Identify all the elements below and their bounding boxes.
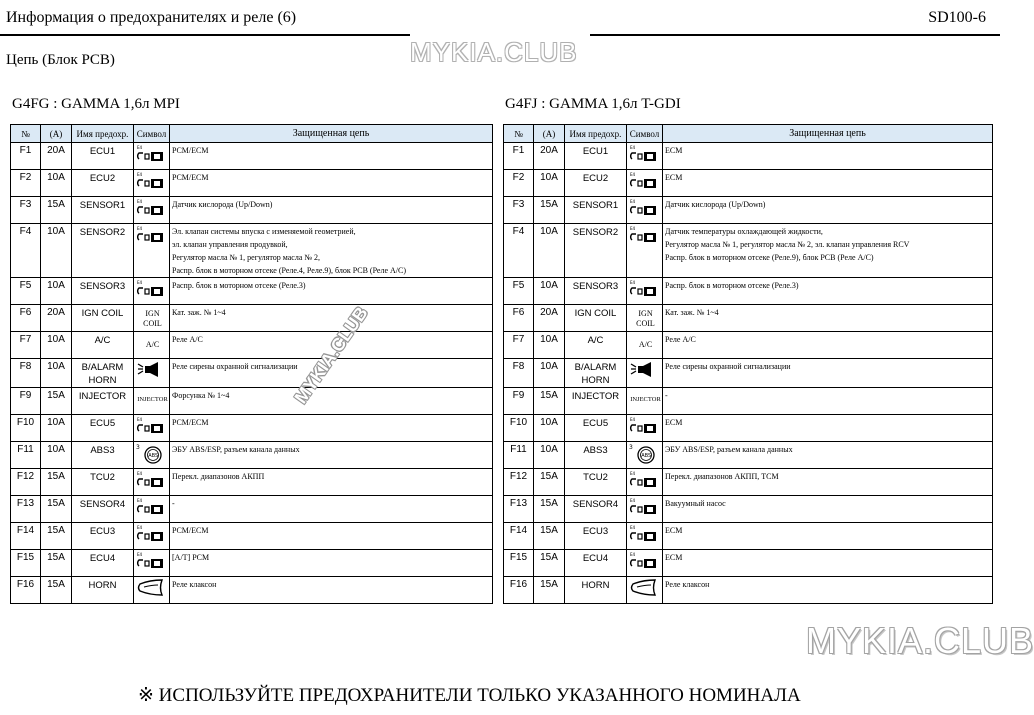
- ecu-icon: [136, 552, 166, 574]
- svg-text:E4: E4: [137, 172, 143, 177]
- fuse-name: SENSOR1: [565, 197, 627, 224]
- table-row: [11, 224, 493, 278]
- protected-circuit: PCM/ECM: [170, 170, 493, 197]
- fuse-amperage: 10A: [534, 359, 565, 388]
- svg-text:E4: E4: [630, 471, 636, 476]
- fuse-name: ECU2: [565, 170, 627, 197]
- fuse-number: F4: [504, 224, 534, 278]
- fuse-symbol: [627, 197, 663, 224]
- fuse-number: F1: [11, 143, 41, 170]
- col-header-no: №: [504, 125, 534, 143]
- protected-circuit: ECM: [663, 143, 993, 170]
- fuse-number: F1: [504, 143, 534, 170]
- symbol-label: INJECTOR: [137, 396, 168, 403]
- protected-circuit: Датчик температуры охлаждающей жидкости, Регулятор масла № 1, регулятор масла № 2, эл. клапан управления RCV Распр. блок в моторном отсеке (Реле.9), блок PCB (Реле A/C): [663, 224, 993, 278]
- fuse-symbol: [627, 278, 663, 305]
- ecu-icon: [136, 145, 166, 167]
- fuse-symbol: [134, 143, 170, 170]
- table-row: [504, 442, 993, 469]
- fuse-number: F12: [504, 469, 534, 496]
- protected-circuit: PCM/ECM: [170, 415, 493, 442]
- protected-circuit: -: [170, 496, 493, 523]
- symbol-label: IGN COIL: [143, 309, 162, 328]
- fuse-symbol: [627, 442, 663, 469]
- table-row: [504, 332, 993, 359]
- protected-circuit: Перекл. диапазонов АКПП: [170, 469, 493, 496]
- table-row: [504, 143, 993, 170]
- fuse-symbol: [627, 359, 663, 388]
- fuse-symbol: [134, 278, 170, 305]
- fuse-name: IGN COIL: [72, 305, 134, 332]
- fuse-symbol: [134, 197, 170, 224]
- fuse-name: ECU5: [565, 415, 627, 442]
- fuse-name: ECU4: [72, 550, 134, 577]
- col-header-name: Имя предохр.: [72, 125, 134, 143]
- ecu-icon: [136, 199, 166, 221]
- protected-circuit: Датчик кислорода (Up/Down): [170, 197, 493, 224]
- fuse-symbol: [134, 442, 170, 469]
- table-row: [504, 496, 993, 523]
- fuse-symbol: [627, 332, 663, 359]
- fuse-name: SENSOR4: [565, 496, 627, 523]
- protected-circuit: Кат. заж. № 1~4: [170, 305, 493, 332]
- fuse-number: F3: [11, 197, 41, 224]
- fuse-number: F5: [504, 278, 534, 305]
- svg-text:3: 3: [136, 444, 140, 451]
- fuse-amperage: 20A: [41, 305, 72, 332]
- fuse-symbol: [627, 305, 663, 332]
- fuse-name: B/ALARM HORN: [72, 359, 134, 388]
- col-header-circuit: Защищенная цепь: [170, 125, 493, 143]
- fuse-number: F16: [504, 577, 534, 604]
- table-row: [11, 143, 493, 170]
- horn-icon: [136, 590, 166, 601]
- fuse-amperage: 15A: [534, 388, 565, 415]
- abs-icon: [136, 444, 166, 468]
- protected-circuit: Перекл. диапазонов АКПП, TCM: [663, 469, 993, 496]
- document-code: SD100-6: [928, 9, 986, 26]
- ecu-icon: [629, 498, 659, 520]
- table-row: [11, 305, 493, 332]
- table-row: [11, 197, 493, 224]
- fuse-number: F4: [11, 224, 41, 278]
- fuse-amperage: 10A: [41, 332, 72, 359]
- col-header-circuit: Защищенная цепь: [663, 125, 993, 143]
- ecu-icon: [629, 525, 659, 547]
- fuse-amperage: 15A: [41, 469, 72, 496]
- col-header-name: Имя предохр.: [565, 125, 627, 143]
- ecu-icon: [136, 280, 166, 302]
- table-row: [504, 170, 993, 197]
- protected-circuit: Реле сирены охранной сигнализации: [663, 359, 993, 388]
- fuse-name: B/ALARM HORN: [565, 359, 627, 388]
- horn-icon: [629, 590, 659, 601]
- fuse-symbol: [627, 388, 663, 415]
- svg-text:E4: E4: [137, 226, 143, 231]
- fuse-name: HORN: [72, 577, 134, 604]
- table-row: [11, 523, 493, 550]
- protected-circuit: ECM: [663, 415, 993, 442]
- fuse-name: INJECTOR: [565, 388, 627, 415]
- fuse-amperage: 15A: [534, 496, 565, 523]
- svg-text:E4: E4: [630, 552, 636, 557]
- fuse-amperage: 10A: [534, 278, 565, 305]
- svg-text:E4: E4: [137, 471, 143, 476]
- fuse-number: F6: [11, 305, 41, 332]
- fuse-symbol: [627, 143, 663, 170]
- svg-text:3: 3: [629, 444, 633, 451]
- fuse-amperage: 15A: [534, 577, 565, 604]
- fuse-number: F9: [504, 388, 534, 415]
- fuse-name: SENSOR3: [72, 278, 134, 305]
- table-row: [504, 224, 993, 278]
- fuse-number: F2: [504, 170, 534, 197]
- fuse-amperage: 15A: [41, 197, 72, 224]
- fuse-amperage: 10A: [41, 170, 72, 197]
- watermark-bottom: MYKIA.CLUB: [806, 620, 1034, 661]
- fuse-number: F16: [11, 577, 41, 604]
- fuse-number: F15: [11, 550, 41, 577]
- fuse-symbol: [134, 388, 170, 415]
- fuse-amperage: 10A: [41, 359, 72, 388]
- symbol-label: IGN COIL: [636, 309, 655, 328]
- fuse-symbol: [134, 415, 170, 442]
- footer-warning: ※ ИСПОЛЬЗУЙТЕ ПРЕДОХРАНИТЕЛИ ТОЛЬКО УКАЗАННОГО НОМИНАЛА: [138, 685, 801, 706]
- engine-title-left: G4FG : GAMMA 1,6л MPI: [12, 96, 180, 112]
- watermark-top: MYKIA.CLUB: [410, 37, 578, 67]
- ecu-icon: [629, 471, 659, 493]
- fuse-amperage: 15A: [41, 388, 72, 415]
- col-header-symbol: Символ: [627, 125, 663, 143]
- symbol-label: A/C: [638, 340, 653, 349]
- fuse-amperage: 15A: [534, 550, 565, 577]
- fuse-number: F14: [11, 523, 41, 550]
- fuse-number: F3: [504, 197, 534, 224]
- svg-text:E4: E4: [630, 172, 636, 177]
- fuse-name: ECU3: [72, 523, 134, 550]
- fuse-symbol: [627, 523, 663, 550]
- table-row: [504, 523, 993, 550]
- fuse-amperage: 20A: [534, 305, 565, 332]
- ecu-icon: [629, 417, 659, 439]
- fuse-symbol: [627, 415, 663, 442]
- protected-circuit: ЭБУ ABS/ESP, разъем канала данных: [663, 442, 993, 469]
- col-header-symbol: Символ: [134, 125, 170, 143]
- table-row: [504, 550, 993, 577]
- fuse-number: F12: [11, 469, 41, 496]
- header-divider: [0, 34, 1000, 36]
- fuse-amperage: 20A: [534, 143, 565, 170]
- ecu-icon: [136, 471, 166, 493]
- protected-circuit: PCM/ECM: [170, 523, 493, 550]
- svg-text:E4: E4: [137, 552, 143, 557]
- fuse-name: SENSOR1: [72, 197, 134, 224]
- protected-circuit: Форсунка № 1~4: [170, 388, 493, 415]
- table-row: [11, 496, 493, 523]
- symbol-label: A/C: [145, 340, 160, 349]
- fuse-symbol: [134, 469, 170, 496]
- fuse-symbol: [134, 305, 170, 332]
- alarm-horn-icon: [629, 372, 659, 383]
- fuse-number: F2: [11, 170, 41, 197]
- fuse-amperage: 10A: [41, 415, 72, 442]
- fuse-symbol: [627, 469, 663, 496]
- fuse-amperage: 10A: [41, 224, 72, 278]
- svg-text:E4: E4: [630, 199, 636, 204]
- fuse-amperage: 15A: [41, 550, 72, 577]
- table-row: [11, 469, 493, 496]
- table-row: [11, 442, 493, 469]
- protected-circuit: Реле A/C: [663, 332, 993, 359]
- fuse-number: F11: [11, 442, 41, 469]
- fuse-amperage: 20A: [41, 143, 72, 170]
- col-header-amp: (A): [534, 125, 565, 143]
- protected-circuit: ECM: [663, 523, 993, 550]
- fuse-symbol: [627, 496, 663, 523]
- fuse-number: F10: [11, 415, 41, 442]
- fuse-name: ECU1: [565, 143, 627, 170]
- svg-text:E4: E4: [137, 498, 143, 503]
- ecu-icon: [136, 498, 166, 520]
- table-row: [11, 278, 493, 305]
- protected-circuit: ECM: [663, 550, 993, 577]
- document-header: [0, 0, 1000, 36]
- protected-circuit: -: [663, 388, 993, 415]
- svg-text:E4: E4: [630, 280, 636, 285]
- document-title: Информация о предохранителях и реле (6): [6, 9, 297, 26]
- fuse-amperage: 10A: [41, 442, 72, 469]
- svg-text:E4: E4: [630, 498, 636, 503]
- fuse-number: F10: [504, 415, 534, 442]
- fuse-name: TCU2: [565, 469, 627, 496]
- fuse-number: F7: [11, 332, 41, 359]
- watermark-diagonal: MYKIA.CLUB: [290, 303, 372, 408]
- table-row: [504, 577, 993, 604]
- fuse-name: ABS3: [565, 442, 627, 469]
- protected-circuit: ECM: [663, 170, 993, 197]
- table-row: [11, 332, 493, 359]
- protected-circuit: Реле клаксон: [663, 577, 993, 604]
- fuse-symbol: [134, 550, 170, 577]
- fuse-amperage: 15A: [534, 523, 565, 550]
- ecu-icon: [629, 226, 659, 248]
- fuse-symbol: [627, 550, 663, 577]
- fuse-name: SENSOR4: [72, 496, 134, 523]
- fuse-name: IGN COIL: [565, 305, 627, 332]
- svg-text:ABS: ABS: [148, 453, 159, 460]
- fuse-symbol: [134, 577, 170, 604]
- fuse-amperage: 15A: [534, 197, 565, 224]
- protected-circuit: Эл. клапан системы впуска с изменяемой геометрией, эл. клапан управления продувкой, Регулятор масла № 1, регулятор масла № 2, Распр. блок в моторном отсеке (Реле.4, Реле.9), блок PCB (Реле A/C): [170, 224, 493, 278]
- alarm-horn-icon: [136, 372, 166, 383]
- ecu-icon: [136, 525, 166, 547]
- fuse-number: F14: [504, 523, 534, 550]
- svg-text:E4: E4: [137, 199, 143, 204]
- svg-text:E4: E4: [137, 525, 143, 530]
- protected-circuit: Датчик кислорода (Up/Down): [663, 197, 993, 224]
- fuse-number: F5: [11, 278, 41, 305]
- svg-text:E4: E4: [630, 145, 636, 150]
- protected-circuit: Распр. блок в моторном отсеке (Реле.3): [663, 278, 993, 305]
- protected-circuit: Кат. заж. № 1~4: [663, 305, 993, 332]
- fuse-symbol: [134, 523, 170, 550]
- fuse-amperage: 10A: [41, 278, 72, 305]
- protected-circuit: Распр. блок в моторном отсеке (Реле.3): [170, 278, 493, 305]
- fuse-name: SENSOR2: [565, 224, 627, 278]
- fuse-number: F7: [504, 332, 534, 359]
- protected-circuit: ЭБУ ABS/ESP, разъем канала данных: [170, 442, 493, 469]
- fuse-table-right: [503, 124, 993, 604]
- fuse-amperage: 15A: [534, 469, 565, 496]
- fuse-name: ECU3: [565, 523, 627, 550]
- table-row: [504, 415, 993, 442]
- col-header-no: №: [11, 125, 41, 143]
- fuse-amperage: 15A: [41, 523, 72, 550]
- engine-title-right: G4FJ : GAMMA 1,6л T-GDI: [505, 96, 681, 112]
- fuse-name: ABS3: [72, 442, 134, 469]
- svg-text:E4: E4: [630, 226, 636, 231]
- fuse-number: F15: [504, 550, 534, 577]
- fuse-number: F13: [11, 496, 41, 523]
- protected-circuit: Реле клаксон: [170, 577, 493, 604]
- table-row: [504, 305, 993, 332]
- fuse-symbol: [134, 496, 170, 523]
- fuse-name: A/C: [72, 332, 134, 359]
- svg-text:E4: E4: [630, 417, 636, 422]
- fuse-symbol: [627, 577, 663, 604]
- fuse-name: ECU2: [72, 170, 134, 197]
- svg-text:E4: E4: [137, 417, 143, 422]
- fuse-amperage: 10A: [534, 332, 565, 359]
- table-row: [504, 388, 993, 415]
- fuse-symbol: [134, 170, 170, 197]
- ecu-icon: [629, 280, 659, 302]
- table-row: [11, 170, 493, 197]
- col-header-amp: (A): [41, 125, 72, 143]
- ecu-icon: [136, 226, 166, 248]
- fuse-amperage: 10A: [534, 170, 565, 197]
- table-row: [11, 388, 493, 415]
- fuse-symbol: [134, 332, 170, 359]
- section-title: Цепь (Блок PCB): [6, 52, 115, 68]
- protected-circuit: [A/T] PCM: [170, 550, 493, 577]
- ecu-icon: [629, 199, 659, 221]
- ecu-icon: [136, 172, 166, 194]
- fuse-table-left: [10, 124, 493, 604]
- fuse-name: ECU1: [72, 143, 134, 170]
- table-row: [11, 415, 493, 442]
- ecu-icon: [629, 145, 659, 167]
- fuse-number: F8: [11, 359, 41, 388]
- abs-icon: [629, 444, 659, 468]
- svg-text:E4: E4: [137, 145, 143, 150]
- fuse-number: F6: [504, 305, 534, 332]
- ecu-icon: [629, 172, 659, 194]
- fuse-symbol: [627, 170, 663, 197]
- fuse-number: F8: [504, 359, 534, 388]
- svg-text:E4: E4: [630, 525, 636, 530]
- ecu-icon: [136, 417, 166, 439]
- fuse-name: ECU5: [72, 415, 134, 442]
- table-row: [504, 469, 993, 496]
- table-row: [504, 359, 993, 388]
- svg-text:E4: E4: [137, 280, 143, 285]
- fuse-name: A/C: [565, 332, 627, 359]
- fuse-name: SENSOR3: [565, 278, 627, 305]
- protected-circuit: Реле A/C: [170, 332, 493, 359]
- table-row: [11, 577, 493, 604]
- fuse-amperage: 10A: [534, 224, 565, 278]
- fuse-name: HORN: [565, 577, 627, 604]
- ecu-icon: [629, 552, 659, 574]
- protected-circuit: Вакуумный насос: [663, 496, 993, 523]
- fuse-amperage: 15A: [41, 577, 72, 604]
- table-row: [504, 197, 993, 224]
- table-row: [11, 359, 493, 388]
- svg-text:ABS: ABS: [641, 453, 652, 460]
- fuse-number: F9: [11, 388, 41, 415]
- fuse-amperage: 10A: [534, 442, 565, 469]
- fuse-symbol: [134, 359, 170, 388]
- table-row: [504, 278, 993, 305]
- symbol-label: INJECTOR: [630, 396, 661, 403]
- fuse-name: TCU2: [72, 469, 134, 496]
- fuse-amperage: 15A: [41, 496, 72, 523]
- table-row: [11, 550, 493, 577]
- fuse-amperage: 10A: [534, 415, 565, 442]
- fuse-name: INJECTOR: [72, 388, 134, 415]
- fuse-number: F13: [504, 496, 534, 523]
- fuse-symbol: [627, 224, 663, 278]
- fuse-symbol: [134, 224, 170, 278]
- fuse-number: F11: [504, 442, 534, 469]
- protected-circuit: PCM/ECM: [170, 143, 493, 170]
- fuse-name: ECU4: [565, 550, 627, 577]
- protected-circuit: Реле сирены охранной сигнализации: [170, 359, 493, 388]
- fuse-name: SENSOR2: [72, 224, 134, 278]
